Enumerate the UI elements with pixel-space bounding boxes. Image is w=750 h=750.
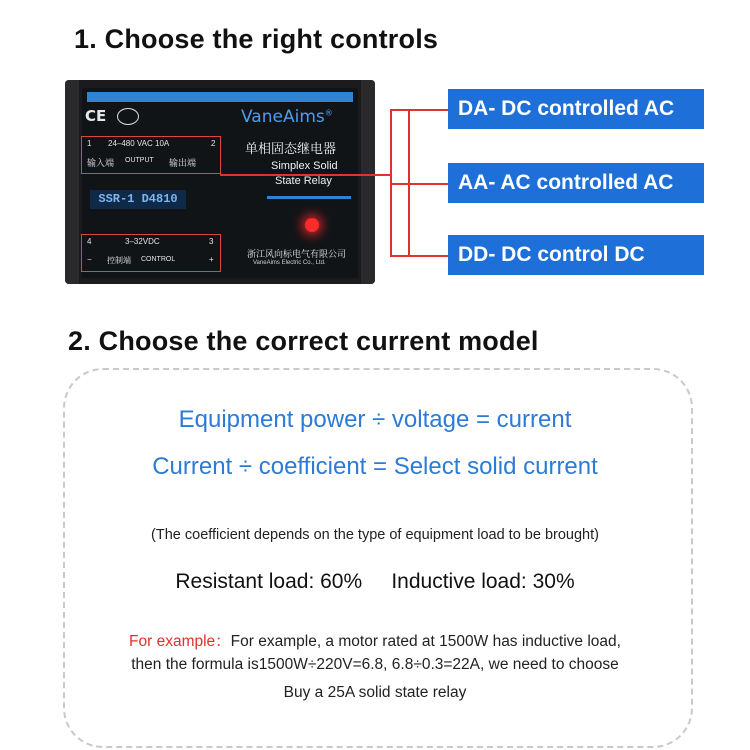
control-label: CONTROL <box>141 256 176 263</box>
formula-select: Current ÷ coefficient = Select solid current <box>152 453 598 480</box>
company-cn-name: 浙江风向标电气有限公司 <box>247 249 347 259</box>
relay-divider <box>267 196 351 199</box>
control-spec: 3–32VDC <box>125 237 160 246</box>
option-aa: AA- AC controlled AC <box>448 163 704 203</box>
output-pin-right: 2 <box>211 139 216 148</box>
example-line-3: Buy a 25A solid state relay <box>283 684 467 701</box>
relay-brand <box>241 107 333 127</box>
control-minus: − <box>87 255 92 264</box>
control-pin-right: 3 <box>209 237 214 246</box>
company-en-name: VaneAims Electric Co., Ltd. <box>253 260 326 266</box>
load-coefficients: Resistant load: 60% Inductive load: 30% <box>175 570 575 593</box>
control-pin-left: 4 <box>87 237 92 246</box>
option-dd: DD- DC control DC <box>448 235 704 275</box>
example-line-2: then the formula is1500W÷220V=6.8, 6.8÷0.3=22A, we need to choose <box>131 656 619 673</box>
relay-en-name-line1: Simplex Solid <box>271 160 338 172</box>
mount-tab-right <box>361 80 375 284</box>
section2-title: 2. Choose the correct current model <box>68 326 539 356</box>
relay-photo <box>65 80 375 284</box>
output-input-cn: 输入端 <box>87 158 115 168</box>
control-plus: + <box>209 255 214 264</box>
ce-mark-icon: CE <box>85 107 107 125</box>
example-text-1: For example, a motor rated at 1500W has inductive load, <box>230 633 621 650</box>
output-label: OUTPUT <box>125 157 154 164</box>
relay-model-number: SSR-1 D4810 <box>90 190 186 209</box>
mount-tab-left <box>65 80 79 284</box>
formula-current: Equipment power ÷ voltage = current <box>178 406 572 433</box>
example-label: For example： <box>129 633 231 650</box>
brand-name: VaneAims <box>241 107 325 127</box>
control-cn: 控制端 <box>107 256 131 265</box>
connector-line-to-aa <box>390 183 448 185</box>
option-da: DA- DC controlled AC <box>448 89 704 129</box>
registered-mark: ® <box>324 108 333 118</box>
relay-cn-name: 单相固态继电器 <box>245 141 337 156</box>
connector-line-main <box>220 174 390 176</box>
example-line-1 <box>0 629 750 651</box>
status-led-icon <box>305 218 319 232</box>
connector-line-to-dd <box>390 255 448 257</box>
cqc-mark-icon <box>117 108 139 125</box>
output-output-cn: 输出端 <box>169 158 197 168</box>
relay-top-stripe <box>87 92 353 102</box>
output-spec: 24–480 VAC 10A <box>108 139 170 148</box>
section1-title: 1. Choose the right controls <box>74 24 439 54</box>
relay-en-name-line2: State Relay <box>275 175 332 187</box>
coefficient-note: (The coefficient depends on the type of equipment load to be brought) <box>151 527 599 543</box>
output-pin-left: 1 <box>87 139 92 148</box>
connector-line-to-da <box>390 109 448 111</box>
